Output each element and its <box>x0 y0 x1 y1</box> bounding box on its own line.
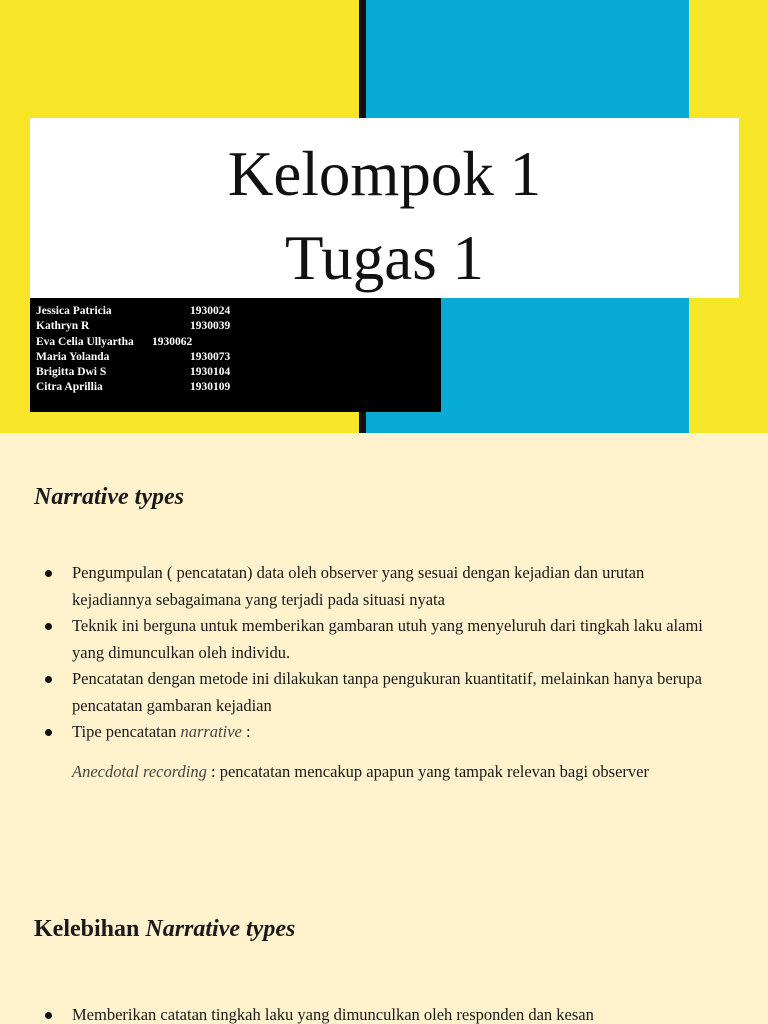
list-item-text: Pengumpulan ( pencatatan) data oleh observer yang sesuai dengan kejadian dan urutan kejadiannya sebagaimana yang terjadi pada situasi nyata <box>72 563 645 609</box>
sub-term: Anecdotal recording <box>72 762 207 781</box>
list-item-text: Teknik ini berguna untuk memberikan gambaran utuh yang menyeluruh dari tingkah laku alami yang dimunculkan oleh individu. <box>72 616 703 662</box>
member-name: Citra Aprillia <box>36 381 103 394</box>
member-id: 1930073 <box>190 350 231 363</box>
list-item-text-prefix: Tipe pencatatan <box>72 722 181 741</box>
section-title-text: Narrative types <box>34 484 184 510</box>
bullet-icon <box>45 623 52 630</box>
bullet-icon <box>45 1012 52 1019</box>
sub-definition: : pencatatan mencakup apapun yang tampak relevan bagi observer <box>206 762 649 781</box>
list-item <box>0 1002 722 1024</box>
section-title-kelebihan <box>34 914 295 944</box>
member-row <box>30 365 441 380</box>
section-title-italic: Narrative types <box>145 916 296 942</box>
list-item <box>0 560 722 613</box>
title-box <box>30 118 739 298</box>
slide-title-line-1: Kelompok 1 <box>227 139 542 209</box>
title-slide <box>0 0 768 433</box>
member-id: 1930104 <box>190 366 231 379</box>
list-item <box>0 666 722 719</box>
list-item-text-suffix: : <box>241 722 251 741</box>
section-title-narrative-types <box>34 482 184 512</box>
member-row <box>30 380 441 395</box>
member-name: Maria Yolanda <box>36 350 110 363</box>
member-id: 1930109 <box>190 381 231 394</box>
member-row <box>30 350 441 365</box>
section-title-prefix: Kelebihan <box>34 916 146 942</box>
member-row <box>30 304 441 319</box>
bullet-icon <box>45 729 52 736</box>
member-row <box>30 335 441 350</box>
bullet-icon <box>45 676 52 683</box>
member-id: 1930039 <box>190 320 231 333</box>
member-name: Brigitta Dwi S <box>36 366 107 379</box>
member-name: Kathryn R <box>36 320 90 333</box>
member-id: 1930062 <box>152 335 193 348</box>
slide-title-line-2: Tugas 1 <box>285 223 484 293</box>
member-row <box>30 319 441 334</box>
list-item-text: Pencatatan dengan metode ini dilakukan tanpa pengukuran kuantitatif, melainkan hanya berupa pencatatan gambaran kejadian <box>72 669 702 715</box>
anecdotal-recording-note <box>72 758 692 785</box>
kelebihan-bullet-list <box>0 1002 722 1024</box>
member-id: 1930024 <box>190 305 231 317</box>
member-list <box>30 298 441 412</box>
narrative-bullet-list <box>0 560 722 746</box>
list-item-text-italic: narrative <box>180 722 242 741</box>
list-item <box>0 613 722 666</box>
bullet-icon <box>45 570 52 577</box>
list-item <box>0 719 722 746</box>
member-name: Jessica Patricia <box>36 305 112 317</box>
member-name: Eva Celia Ullyartha <box>36 335 134 348</box>
list-item-text: Memberikan catatan tingkah laku yang dimunculkan oleh responden dan kesan <box>72 1005 594 1024</box>
